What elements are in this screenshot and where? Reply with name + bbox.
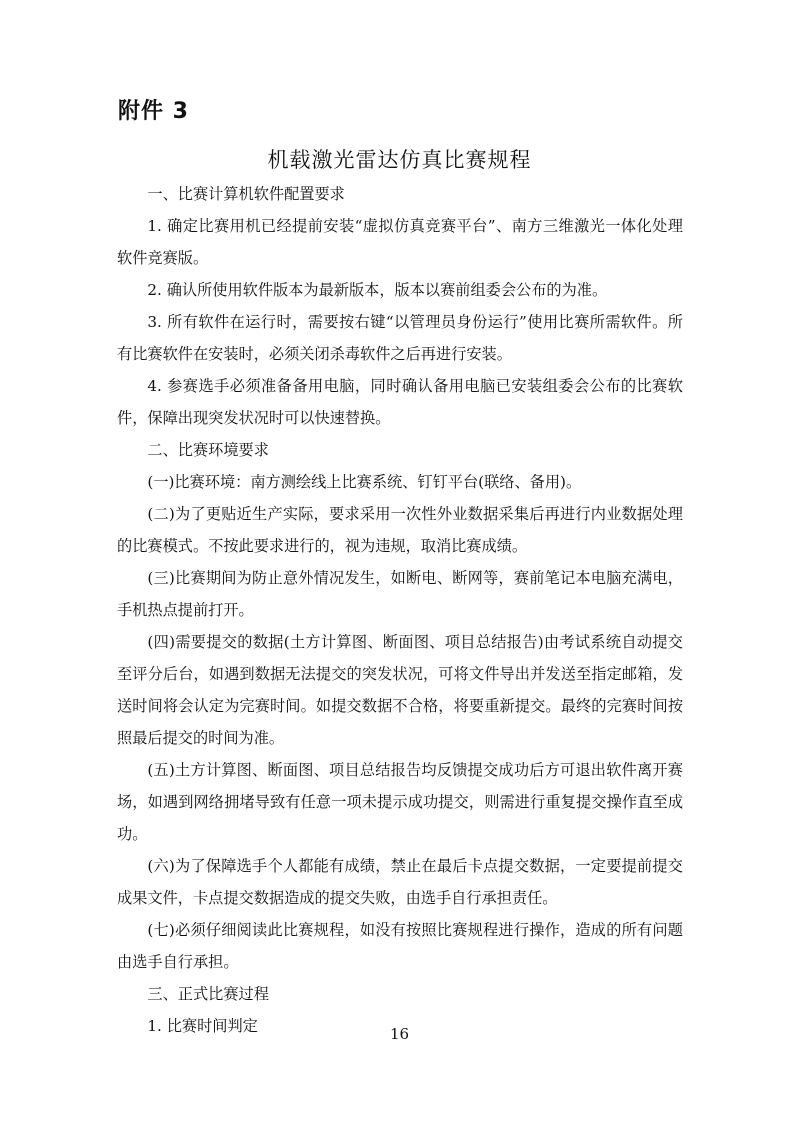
paragraph: 2. 确认所使用软件版本为最新版本，版本以赛前组委会公布的为准。 xyxy=(147,281,608,299)
section-heading: 一、比赛计算机软件配置要求 xyxy=(147,185,345,203)
paragraph: (四)需要提交的数据(土方计算图、断面图、项目总结报告)由考试系统自动提交至评分后台，如遇到数据无法提交的突发状况，可将文件导出并发送至指定邮箱，发送时间将会认定为完赛时间。如提交数据不合格，将要重新提交。最终的完赛时间按照最后提交的时间为准。 xyxy=(117,633,683,747)
paragraph: (五)土方计算图、断面图、项目总结报告均反馈提交成功后方可退出软件离开赛场，如遇到网络拥堵导致有任意一项未提示成功提交，则需进行重复提交操作直至成功。 xyxy=(117,761,683,843)
paragraph: (六)为了保障选手个人都能有成绩，禁止在最后卡点提交数据，一定要提前提交成果文件，卡点提交数据造成的提交失败，由选手自行承担责任。 xyxy=(117,857,683,907)
section-heading: 二、比赛环境要求 xyxy=(147,441,269,459)
doc-title: 机载激光雷达仿真比赛规程 xyxy=(267,148,532,172)
paragraph: 1. 比赛时间判定 xyxy=(147,1017,258,1035)
paragraph: 4. 参赛选手必须准备备用电脑，同时确认备用电脑已安装组委会公布的比赛软件，保障出现突发状况时可以快速替换。 xyxy=(117,377,683,427)
page-number: 16 xyxy=(389,1025,410,1043)
paragraph: (二)为了更贴近生产实际，要求采用一次性外业数据采集后再进行内业数据处理的比赛模式。不按此要求进行的，视为违规，取消比赛成绩。 xyxy=(117,505,683,555)
paragraph: 1. 确定比赛用机已经提前安装“虚拟仿真竞赛平台”、南方三维激光一体化处理软件竞赛版。 xyxy=(117,217,683,267)
section-heading: 三、正式比赛过程 xyxy=(147,985,269,1003)
document-body xyxy=(117,178,683,1042)
paragraph: 3. 所有软件在运行时，需要按右键“以管理员身份运行”使用比赛所需软件。所有比赛软件在安装时，必须关闭杀毒软件之后再进行安装。 xyxy=(117,313,683,363)
paragraph: (一)比赛环境：南方测绘线上比赛系统、钉钉平台(联络、备用)。 xyxy=(147,473,582,491)
attachment-label: 附件 3 xyxy=(118,99,189,124)
paragraph: (三)比赛期间为防止意外情况发生，如断电、断网等，赛前笔记本电脑充满电，手机热点提前打开。 xyxy=(117,569,683,619)
paragraph: (七)必须仔细阅读此比赛规程，如没有按照比赛规程进行操作，造成的所有问题由选手自行承担。 xyxy=(117,921,683,971)
